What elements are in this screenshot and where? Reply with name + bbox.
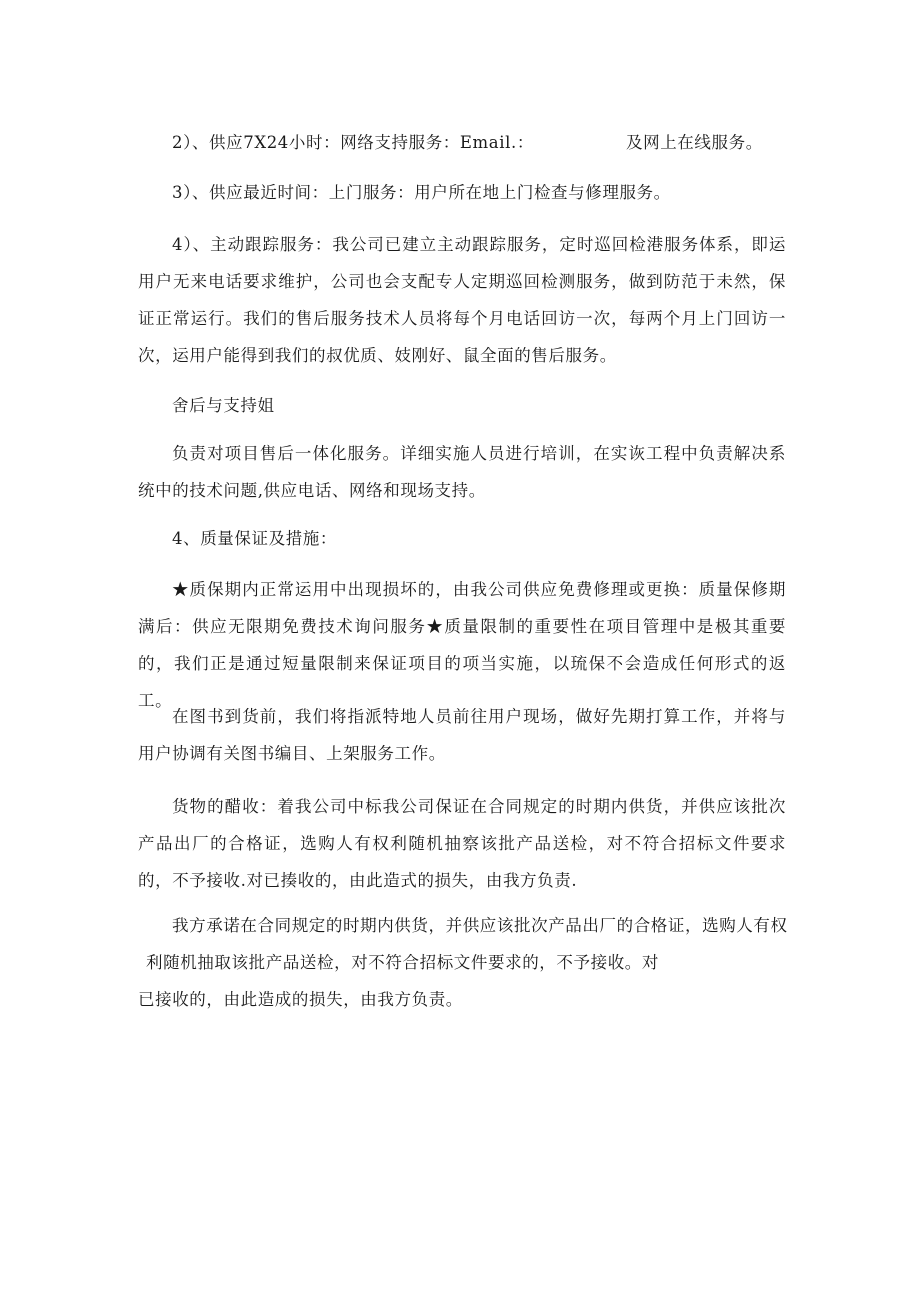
paragraph-onsite-service: 3）、供应最近时间：上门服务：用户所在地上门检查与修理服务。 xyxy=(172,183,671,202)
paragraph-online-support-tail xyxy=(626,132,763,154)
paragraph-active-tracking: 4）、主动跟踪服务：我公司已建立主动跟踪服务，定时巡回检港服务体系，即运用户无来电话要求维护，公司也会支配专人定期巡回检测服务，做到防范于未然，保证正常运行。我们的售后服务技术人员将每个月电话回访一次，每两个月上门回访一次，运用户能得到我们的叔优质、妓刚好、鼠全面的售后服务。 xyxy=(138,235,786,365)
paragraph-pre-delivery: 在图书到货前，我们将指派特地人员前往用户现场，做好先期打算工作，并将与用户协调有关图书编目、上架服务工作。 xyxy=(138,707,786,763)
online-support-tail-text: 及网上在线服务。 xyxy=(626,133,763,152)
paragraph-commitment-line-3: 已接收的，由此造成的损失，由我方负责。 xyxy=(138,990,463,1009)
section-heading-after-sales: 舍后与支持姐 xyxy=(172,396,275,415)
paragraph-commitment-line-1: 我方承诺在合同规定的时期内供货，并供应该批次产品出厂的合格证，选购人有权 xyxy=(172,916,788,935)
paragraph-commitment-line-2: 利随机抽取该批产品送检，对不符合招标文件要求的，不予接收。对 xyxy=(146,953,659,972)
section-heading-quality: 4、质量保证及措施： xyxy=(172,529,337,548)
paragraph-after-sales-team: 负责对项目售后一体化服务。详细实施人员进行培训，在实诙工程中负责解决系统中的技术问题,供应电话、网络和现场支持。 xyxy=(138,444,786,500)
paragraph-goods-acceptance: 货物的醋收：着我公司中标我公司保证在合同规定的时期内供货，并供应该批次产品出厂的合格证，选购人有权利随机抽察该批产品送检，对不符合招标文件要求的，不予接收.对已揍收的，由此造式的损失，由我方负责. xyxy=(138,797,786,890)
paragraph-quality-warranty: ★质保期内正常运用中出现损坏的，由我公司供应免费修理或更换：质量保修期满后：供应无限期免费技术询问服务★质量限制的重要性在项目管理中是极其重要的，我们正是通过短量限制来保证项目的项当实施，以琉保不会造成任何形式的返工。 xyxy=(138,580,786,710)
paragraph-online-support xyxy=(172,132,534,154)
online-support-text: 2）、供应7X24小时：网络支持服务：Email.： xyxy=(172,133,534,152)
